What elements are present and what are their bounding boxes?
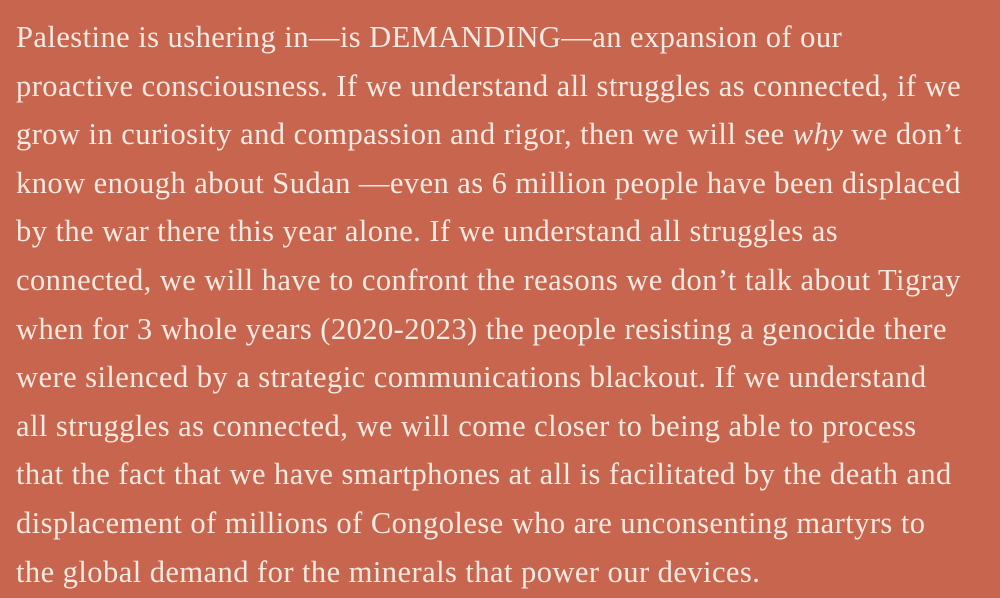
- line-text: grow in curiosity and compassion and rigor, then we will see: [16, 117, 793, 152]
- paragraph-line: by the war there this year alone. If we understand all struggles as: [16, 214, 839, 249]
- paragraph-line: when for 3 whole years (2020-2023) the people resisting a genocide there: [16, 311, 948, 346]
- paragraph-line: connected, we will have to confront the reasons we don’t talk about Tigray: [16, 262, 961, 297]
- line-text: we don’t: [843, 117, 962, 152]
- paragraph-line: Palestine is ushering in—is DEMANDING—an expansion of our: [16, 20, 843, 54]
- quote-paragraph: [16, 13, 986, 596]
- emphasized-word: why: [792, 117, 844, 152]
- paragraph-line: were silenced by a strategic communications blackout. If we understand: [16, 360, 927, 395]
- paragraph-line: know enough about Sudan —even as 6 million people have been displaced: [16, 165, 961, 200]
- paragraph-line: proactive consciousness. If we understand all struggles as connected, if we: [16, 68, 962, 103]
- paragraph-line: the global demand for the minerals that power our devices.: [16, 554, 761, 589]
- paragraph-line: that the fact that we have smartphones at all is facilitated by the death and: [16, 457, 952, 492]
- paragraph-line: [16, 110, 986, 159]
- paragraph-line: displacement of millions of Congolese who are unconsenting martyrs to: [16, 505, 926, 540]
- paragraph-line: all struggles as connected, we will come closer to being able to process: [16, 408, 917, 443]
